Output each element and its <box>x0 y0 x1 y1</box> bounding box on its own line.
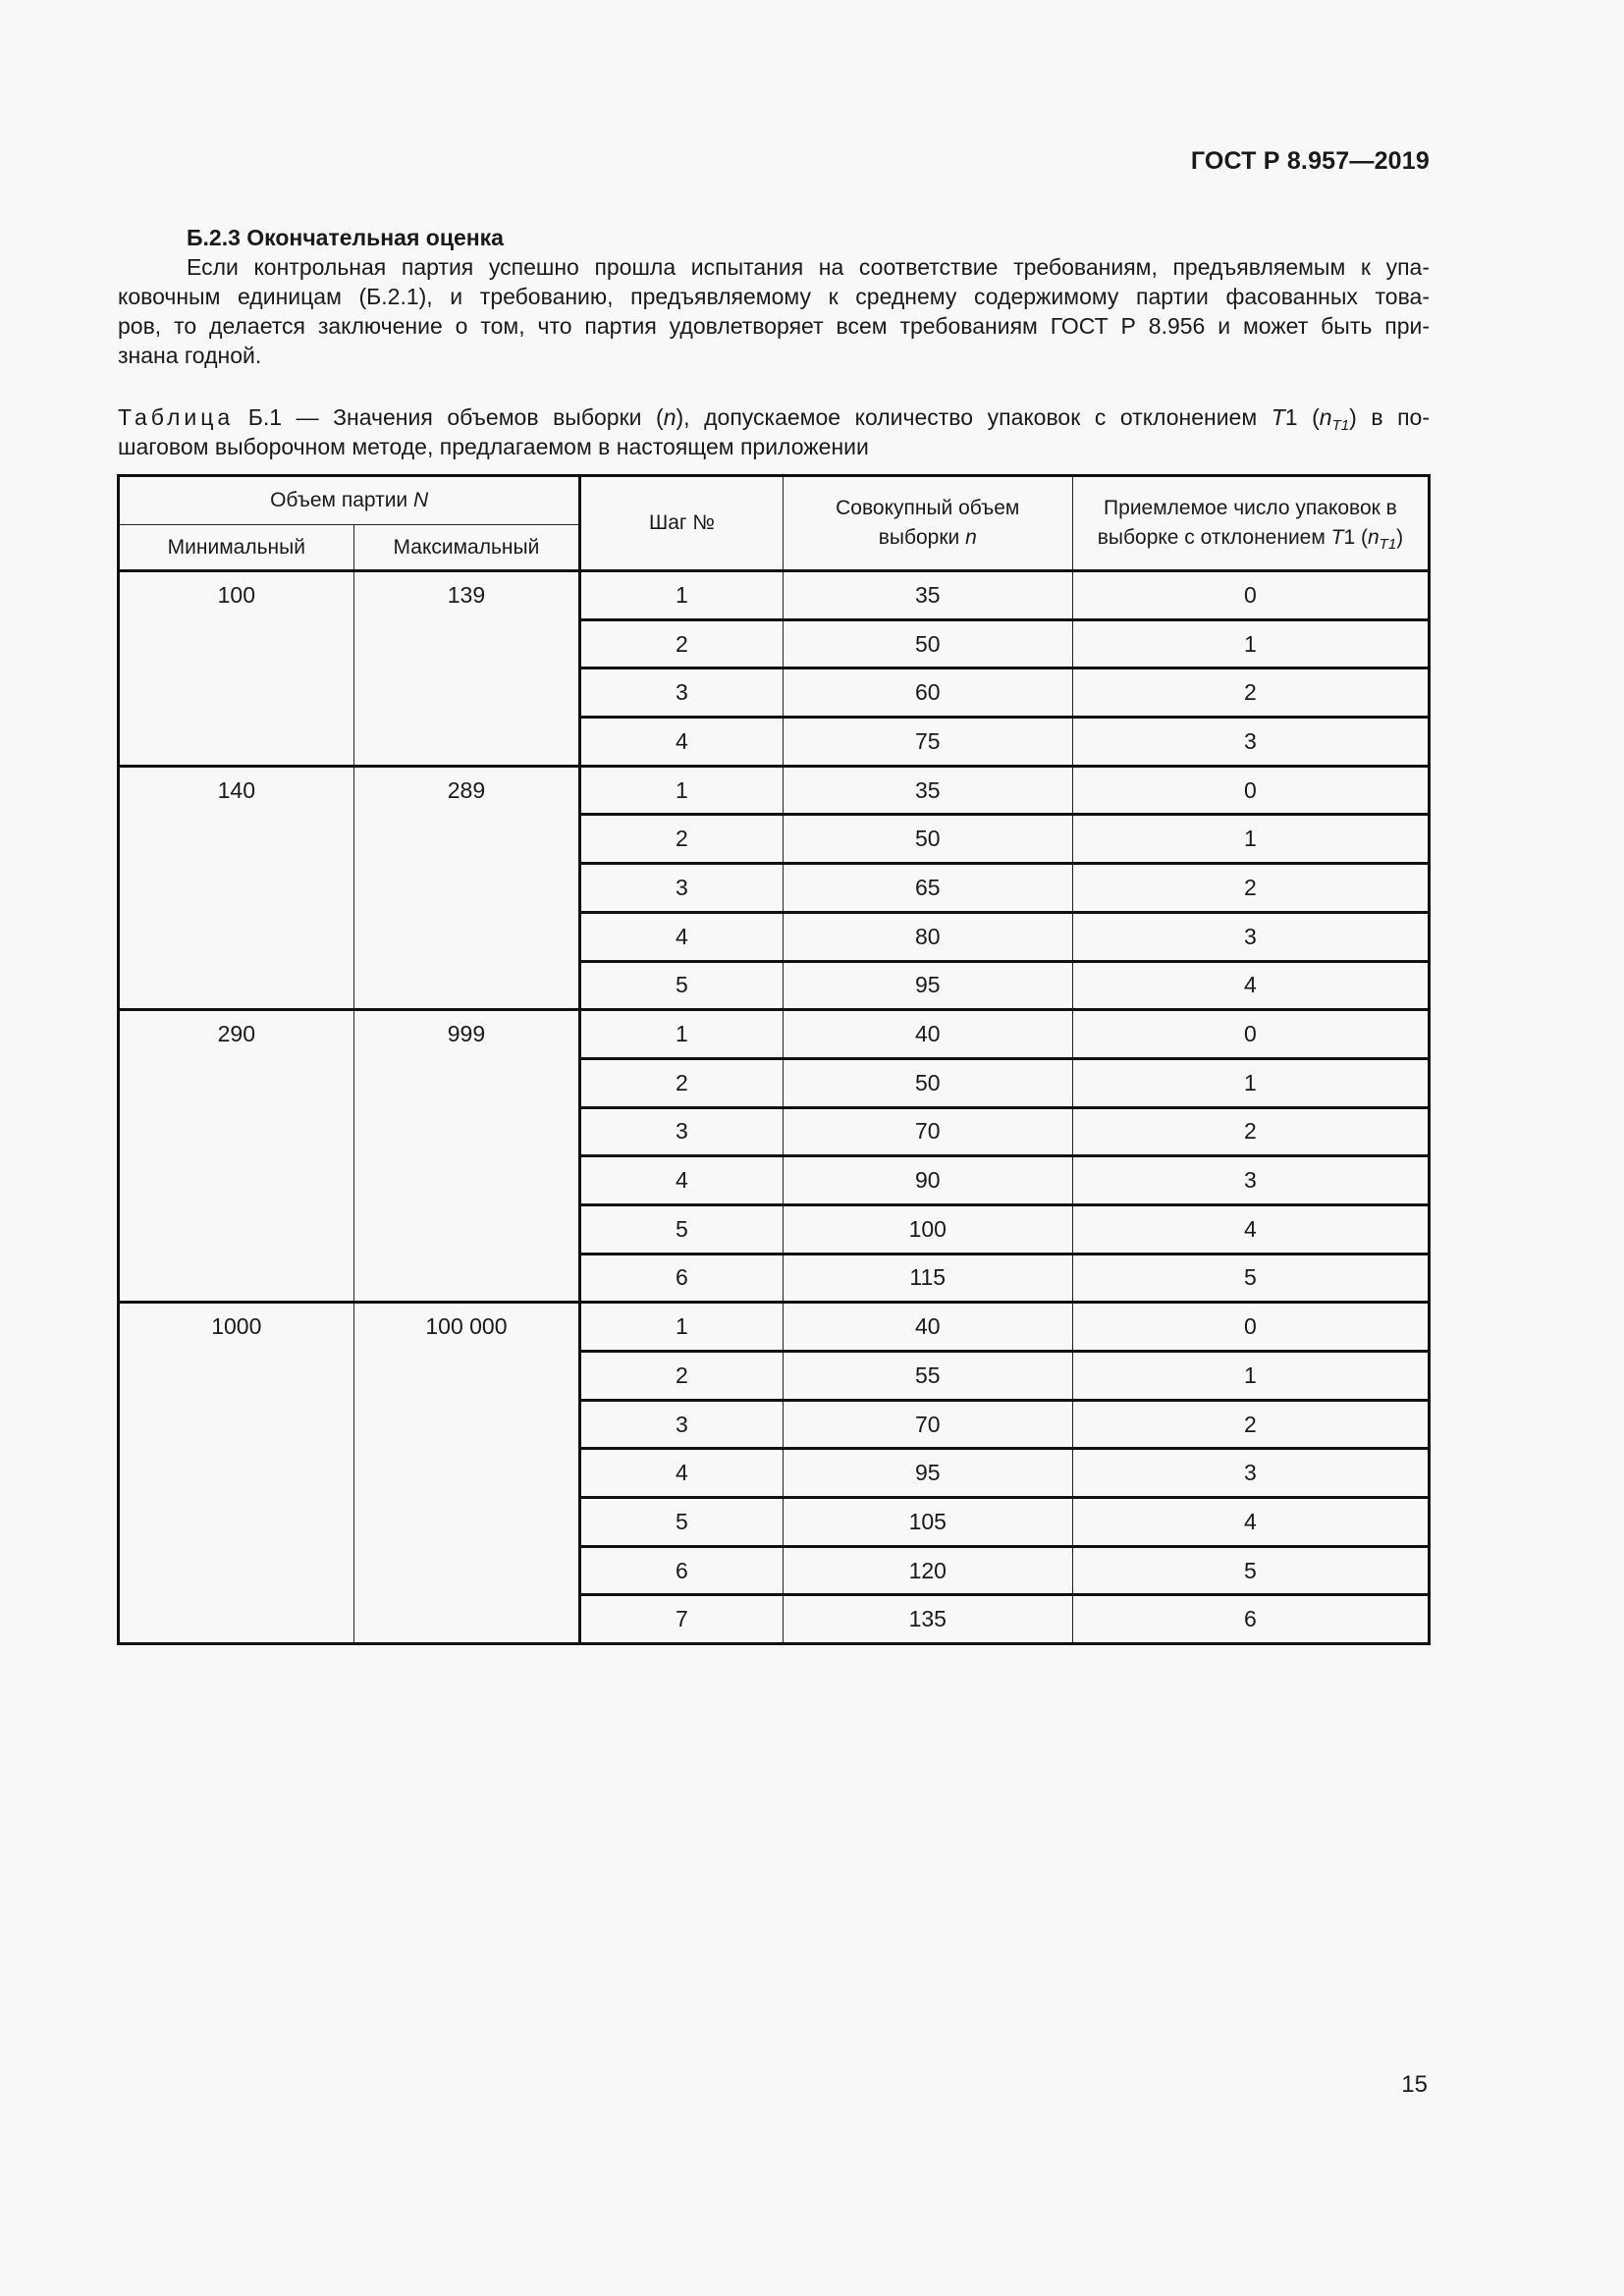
step-header: Шаг № <box>580 476 783 571</box>
sample-size-cell: 115 <box>783 1254 1072 1303</box>
acceptance-cell: 0 <box>1072 571 1429 620</box>
acceptance-cell: 0 <box>1072 1010 1429 1059</box>
lot-min-cell: 140 <box>119 766 354 1009</box>
step-cell: 3 <box>580 1107 783 1156</box>
acceptance-cell: 4 <box>1072 1204 1429 1254</box>
lot-max-cell: 289 <box>353 766 580 1009</box>
acceptance-cell: 2 <box>1072 1400 1429 1449</box>
paragraph-line: Если контрольная партия успешно прошла испытания на соответствие требованиям, предъявляемым к упа- <box>187 254 1430 280</box>
sample-size-cell: 90 <box>783 1156 1072 1205</box>
step-cell: 5 <box>580 961 783 1010</box>
table-row <box>119 1303 1430 1352</box>
acceptance-cell: 5 <box>1072 1546 1429 1595</box>
acceptance-cell: 1 <box>1072 1352 1429 1401</box>
acceptance-number-header: Приемлемое число упаковок в выборке с отклонением T1 $(n_{T1})$ <box>1072 476 1429 571</box>
step-cell: 6 <box>580 1546 783 1595</box>
step-cell: 1 <box>580 766 783 815</box>
acceptance-cell: 2 <box>1072 668 1429 718</box>
paragraph-line: ров, то делается заключение о том, что партия удовлетворяет всем требованиям ГОСТ Р 8.956 и может быть при- <box>118 313 1430 339</box>
step-cell: 2 <box>580 1058 783 1107</box>
sample-size-cell: 60 <box>783 668 1072 718</box>
step-cell: 1 <box>580 1303 783 1352</box>
sample-size-cell: 135 <box>783 1595 1072 1644</box>
sample-size-cell: 105 <box>783 1498 1072 1547</box>
sample-size-cell: 40 <box>783 1010 1072 1059</box>
sample-size-cell: 75 <box>783 718 1072 767</box>
section-title: Б.2.3 Окончательная оценка <box>187 225 504 250</box>
step-cell: 6 <box>580 1254 783 1303</box>
acceptance-cell: 1 <box>1072 815 1429 864</box>
sample-size-cell: 50 <box>783 815 1072 864</box>
step-cell: 4 <box>580 912 783 961</box>
table-body <box>119 571 1430 1644</box>
step-cell: 3 <box>580 1400 783 1449</box>
max-header: Максимальный <box>353 525 580 571</box>
sample-size-cell: 65 <box>783 864 1072 913</box>
min-header: Минимальный <box>119 525 354 571</box>
step-cell: 4 <box>580 718 783 767</box>
sample-size-cell: 55 <box>783 1352 1072 1401</box>
sample-size-cell: 70 <box>783 1400 1072 1449</box>
acceptance-cell: 3 <box>1072 718 1429 767</box>
lot-min-cell: 1000 <box>119 1303 354 1644</box>
step-cell: 3 <box>580 668 783 718</box>
cumulative-sample-header: Совокупный объем выборки n <box>783 476 1072 571</box>
sample-size-cell: 35 <box>783 571 1072 620</box>
step-cell: 5 <box>580 1204 783 1254</box>
sample-size-cell: 40 <box>783 1303 1072 1352</box>
acceptance-cell: 4 <box>1072 961 1429 1010</box>
sample-size-cell: 100 <box>783 1204 1072 1254</box>
sample-size-cell: 80 <box>783 912 1072 961</box>
sample-size-cell: 120 <box>783 1546 1072 1595</box>
table-row <box>119 571 1430 620</box>
lot-max-cell: 999 <box>353 1010 580 1303</box>
sample-size-cell: 70 <box>783 1107 1072 1156</box>
step-cell: 2 <box>580 619 783 668</box>
step-cell: 2 <box>580 815 783 864</box>
step-cell: 4 <box>580 1156 783 1205</box>
table-row <box>119 766 1430 815</box>
acceptance-cell: 2 <box>1072 1107 1429 1156</box>
sample-size-cell: 35 <box>783 766 1072 815</box>
sample-size-cell: 95 <box>783 961 1072 1010</box>
page-number: 15 <box>1401 2071 1428 2098</box>
paragraph-line: знана годной. <box>118 343 262 368</box>
table-row <box>119 1010 1430 1059</box>
sample-size-cell: 95 <box>783 1449 1072 1498</box>
table-caption: Таблица Б.1 — Значения объемов выборки (n), допускаемое количество упаковок с отклонением T1 $(n_{T1})$ в по- шаговом выборочном методе, предлагаемом в настоящем приложении <box>118 404 1431 459</box>
acceptance-cell: 1 <box>1072 1058 1429 1107</box>
step-cell: 7 <box>580 1595 783 1644</box>
document-id: ГОСТ Р 8.957—2019 <box>1190 147 1430 175</box>
acceptance-cell: 3 <box>1072 912 1429 961</box>
caption-line-2: шаговом выборочном методе, предлагаемом в настоящем приложении <box>118 434 869 459</box>
section-b-2-3 <box>118 223 1430 370</box>
step-cell: 2 <box>580 1352 783 1401</box>
acceptance-cell: 4 <box>1072 1498 1429 1547</box>
caption-label: Таблица <box>118 404 235 430</box>
acceptance-cell: 3 <box>1072 1449 1429 1498</box>
step-cell: 4 <box>580 1449 783 1498</box>
sample-size-cell: 50 <box>783 1058 1072 1107</box>
step-cell: 5 <box>580 1498 783 1547</box>
acceptance-cell: 0 <box>1072 766 1429 815</box>
step-cell: 1 <box>580 1010 783 1059</box>
lot-size-header: Объем партии N <box>119 476 580 525</box>
acceptance-cell: 6 <box>1072 1595 1429 1644</box>
lot-max-cell: 100 000 <box>353 1303 580 1644</box>
paragraph-line: ковочным единицам (Б.2.1), и требованию, предъявляемому к среднему содержимому партии фасованных това- <box>118 284 1430 309</box>
lot-min-cell: 100 <box>119 571 354 767</box>
lot-max-cell: 139 <box>353 571 580 767</box>
acceptance-cell: 2 <box>1072 864 1429 913</box>
sample-size-cell: 50 <box>783 619 1072 668</box>
acceptance-cell: 0 <box>1072 1303 1429 1352</box>
section-paragraph <box>118 252 1430 370</box>
step-cell: 3 <box>580 864 783 913</box>
step-cell: 1 <box>580 571 783 620</box>
sample-size-table <box>117 474 1431 1645</box>
lot-min-cell: 290 <box>119 1010 354 1303</box>
acceptance-cell: 5 <box>1072 1254 1429 1303</box>
acceptance-cell: 1 <box>1072 619 1429 668</box>
acceptance-cell: 3 <box>1072 1156 1429 1205</box>
